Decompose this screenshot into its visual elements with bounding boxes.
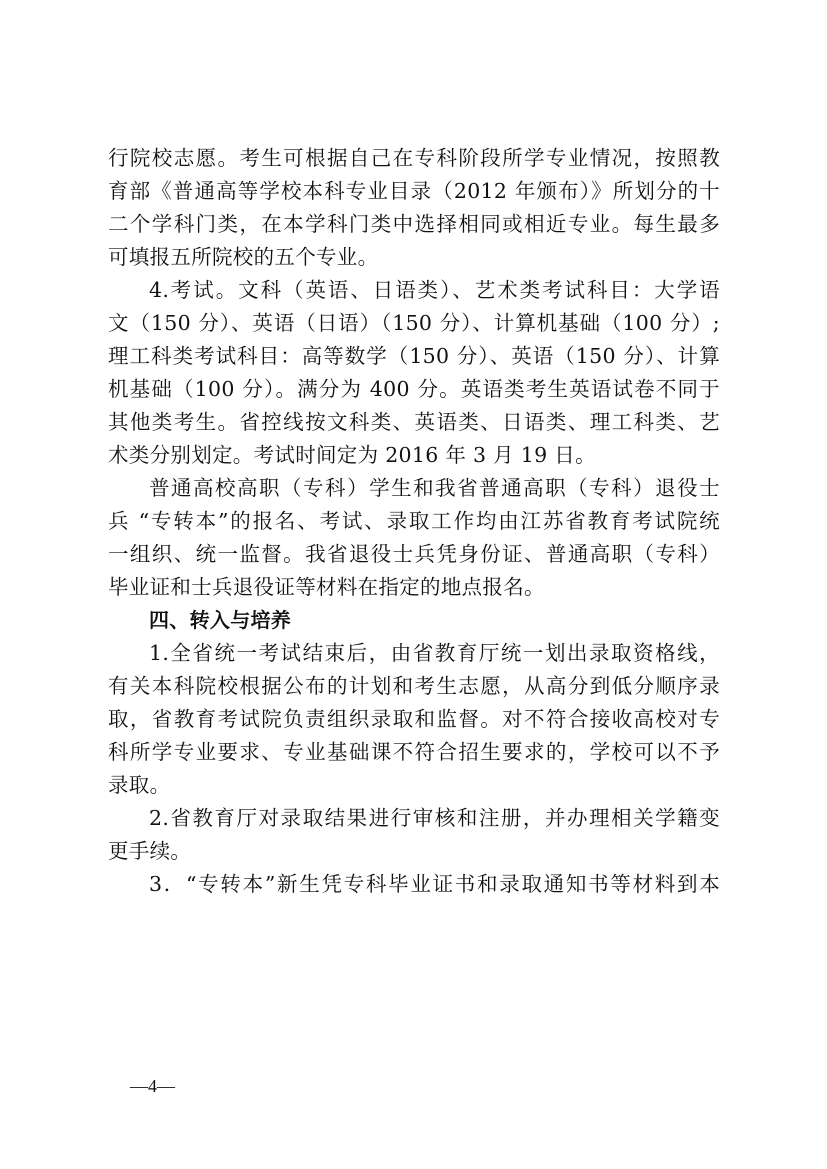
paragraph-start-line: 4.考试。文科（英语、日语类）、艺术类考试科目：大学语 [149,278,720,302]
text-line: 行院校志愿。考生可根据自己在专科阶段所学专业情况，按照教 [108,146,720,170]
text-line: 育部《普通高等学校本科专业目录（2012 年颁布）》所划分的十 [108,179,720,203]
text-line: 毕业证和士兵退役证等材料在指定的地点报名。 [108,575,545,599]
page-number: —4— [130,1076,175,1096]
text-line: 一组织、统一监督。我省退役士兵凭身份证、普通高职（专科） [108,542,720,566]
text-line: 二个学科门类，在本学科门类中选择相同或相近专业。每生最多 [108,212,720,236]
text-line: 术类分别划定。考试时间定为 2016 年 3 月 19 日。 [108,443,596,467]
text-line: 有关本科院校根据公布的计划和考生志愿，从高分到低分顺序录 [108,674,720,698]
paragraph-start-line: 2.省教育厅对录取结果进行审核和注册，并办理相关学籍变 [149,806,720,830]
paragraph-start-line: 1.全省统一考试结束后，由省教育厅统一划出录取资格线， [149,641,720,665]
paragraph-start-line: 3．“专转本”新生凭专科毕业证书和录取通知书等材料到本 [149,872,720,896]
text-line: 机基础（100 分）。满分为 400 分。英语类考生英语试卷不同于 [108,377,720,401]
text-line: 文（150 分）、英语（日语）（150 分）、计算机基础（100 分）; [108,311,720,335]
text-line: 科所学专业要求、专业基础课不符合招生要求的，学校可以不予 [108,740,720,764]
paragraph-start-line: 普通高校高职（专科）学生和我省普通高职（专科）退役士 [149,476,720,500]
text-line: 其他类考生。省控线按文科类、英语类、日语类、理工科类、艺 [108,410,720,434]
body-text [108,142,720,901]
text-line: 兵 “专转本”的报名、考试、录取工作均由江苏省教育考试院统 [108,509,720,533]
text-line: 更手续。 [108,839,192,863]
text-line: 录取。 [108,773,171,797]
section-heading: 四、转入与培养 [149,608,292,632]
text-line: 取，省教育考试院负责组织录取和监督。对不符合接收高校对专 [108,707,720,731]
text-line: 理工科类考试科目：高等数学（150 分）、英语（150 分）、计算 [108,344,720,368]
text-line: 可填报五所院校的五个专业。 [108,245,379,269]
